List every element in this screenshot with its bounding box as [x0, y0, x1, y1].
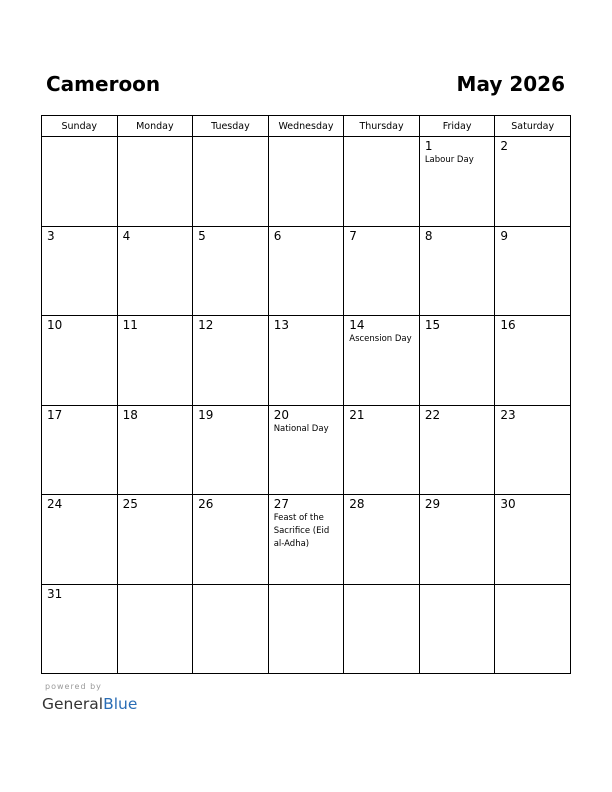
day-number: 22 — [424, 407, 441, 422]
day-number: 25 — [122, 497, 138, 511]
day-cell — [268, 584, 344, 674]
day-cell — [419, 495, 495, 585]
week-row — [42, 316, 571, 406]
day-number: 5 — [198, 228, 206, 243]
day-cell — [117, 584, 193, 674]
country-title: Cameroon — [46, 72, 161, 96]
day-cell — [495, 405, 571, 495]
week-row — [42, 584, 571, 674]
day-number: 10 — [47, 318, 63, 332]
day-number: 4 — [122, 228, 131, 243]
day-number: 11 — [122, 318, 138, 332]
day-number: 1 — [424, 139, 433, 153]
day-number: 9 — [500, 228, 509, 243]
holiday-label: Labour Day — [424, 155, 474, 165]
day-number: 14 — [349, 318, 365, 332]
day-cell — [42, 226, 118, 316]
day-number: 28 — [349, 497, 365, 511]
day-cell — [344, 405, 420, 495]
day-cell — [42, 405, 118, 495]
day-number: 21 — [349, 407, 365, 422]
day-cell — [419, 137, 495, 227]
day-cell — [193, 316, 269, 406]
day-cell — [117, 226, 193, 316]
day-cell — [117, 137, 193, 227]
day-cell — [344, 316, 420, 406]
day-cell — [193, 495, 269, 585]
week-row — [42, 405, 571, 495]
day-cell — [344, 137, 420, 227]
day-number: 15 — [424, 318, 441, 332]
day-number: 29 — [424, 497, 441, 511]
day-cell — [193, 584, 269, 674]
holiday-label: Feast of the Sacrifice (Eid al-Adha) — [273, 513, 330, 549]
weekday-header: Sunday — [42, 116, 118, 137]
holiday-label: Ascension Day — [349, 334, 412, 344]
day-number: 16 — [500, 318, 516, 332]
day-number: 23 — [500, 407, 516, 422]
day-cell — [495, 137, 571, 227]
day-number: 31 — [47, 586, 63, 601]
weekday-header: Friday — [419, 116, 495, 137]
day-cell — [42, 316, 118, 406]
generalblue-logo[interactable] — [42, 694, 137, 714]
day-number: 18 — [122, 407, 138, 422]
day-cell — [193, 226, 269, 316]
weekday-header: Thursday — [344, 116, 420, 137]
day-cell — [268, 316, 344, 406]
day-cell — [419, 316, 495, 406]
week-row — [42, 226, 571, 316]
day-cell — [193, 405, 269, 495]
day-number: 3 — [47, 228, 55, 243]
day-cell — [419, 405, 495, 495]
day-number: 24 — [47, 497, 63, 511]
weekday-header: Monday — [117, 116, 193, 137]
day-number: 2 — [500, 139, 509, 153]
powered-by-text: powered by — [45, 682, 102, 691]
day-cell — [344, 226, 420, 316]
brand-blue-text: Blue — [103, 695, 138, 713]
day-number: 6 — [273, 228, 282, 243]
day-number: 20 — [273, 407, 289, 422]
day-number: 19 — [198, 407, 214, 422]
day-cell — [495, 584, 571, 674]
day-number: 13 — [273, 318, 289, 332]
day-cell — [268, 137, 344, 227]
calendar-grid — [41, 115, 571, 674]
day-cell — [268, 226, 344, 316]
day-cell — [419, 584, 495, 674]
day-cell — [268, 495, 344, 585]
day-number: 30 — [500, 497, 516, 511]
day-cell — [42, 137, 118, 227]
holiday-label: National Day — [273, 423, 329, 434]
day-cell — [495, 495, 571, 585]
calendar-body — [42, 137, 571, 674]
day-cell — [419, 226, 495, 316]
week-row — [42, 137, 571, 227]
day-cell — [495, 316, 571, 406]
day-cell — [42, 584, 118, 674]
day-cell — [42, 495, 118, 585]
weekday-header: Wednesday — [268, 116, 344, 137]
day-number: 7 — [349, 228, 357, 243]
day-cell — [495, 226, 571, 316]
day-cell — [344, 495, 420, 585]
brand-general-text: General — [42, 695, 104, 713]
day-cell — [268, 405, 344, 495]
weekday-header-row — [42, 116, 571, 137]
month-year-title: May 2026 — [456, 72, 565, 96]
day-number: 26 — [198, 497, 214, 511]
day-number: 17 — [47, 407, 63, 422]
day-number: 12 — [198, 318, 214, 332]
day-cell — [193, 137, 269, 227]
day-number: 27 — [273, 497, 289, 511]
weekday-header: Saturday — [495, 116, 571, 137]
day-number: 8 — [424, 228, 433, 243]
weekday-header: Tuesday — [193, 116, 269, 137]
day-cell — [344, 584, 420, 674]
day-cell — [117, 316, 193, 406]
footer-branding — [42, 682, 137, 714]
day-cell — [117, 405, 193, 495]
day-cell — [117, 495, 193, 585]
week-row — [42, 495, 571, 585]
